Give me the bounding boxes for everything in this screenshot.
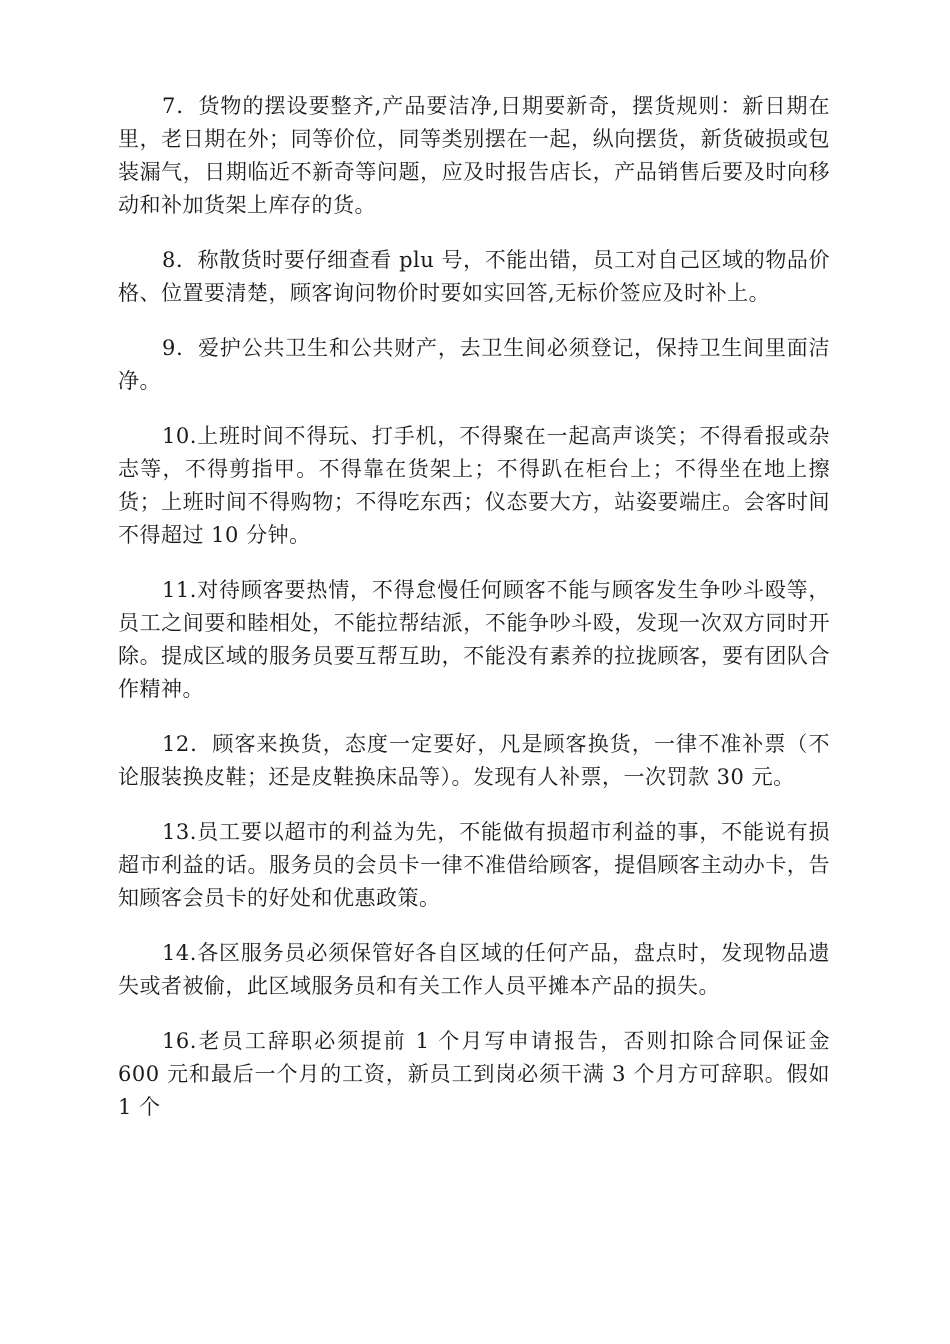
paragraph-rule-16: 16.老员工辞职必须提前 1 个月写申请报告，否则扣除合同保证金 600 元和最后一个月的工资，新员工到岗必须干满 3 个月方可辞职。假如 1 个 xyxy=(118,1029,830,1119)
paragraph-rule-11: 11.对待顾客要热情，不得怠慢任何顾客不能与顾客发生争吵斗殴等，员工之间要和睦相处，不能拉帮结派，不能争吵斗殴，发现一次双方同时开除。提成区域的服务员要互帮互助，不能没有素养的拉拢顾客，要有团队合作精神。 xyxy=(118,578,830,701)
document-body xyxy=(118,90,830,1146)
paragraph-rule-14: 14.各区服务员必须保管好各自区域的任何产品，盘点时，发现物品遗失或者被偷，此区域服务员和有关工作人员平摊本产品的损失。 xyxy=(118,941,830,998)
paragraph-rule-13: 13.员工要以超市的利益为先，不能做有损超市利益的事，不能说有损超市利益的话。服务员的会员卡一律不准借给顾客，提倡顾客主动办卡，告知顾客会员卡的好处和优惠政策。 xyxy=(118,820,830,910)
paragraph-rule-10: 10.上班时间不得玩、打手机，不得聚在一起高声谈笑；不得看报或杂志等，不得剪指甲。不得靠在货架上；不得趴在柜台上；不得坐在地上擦货；上班时间不得购物；不得吃东西；仪态要大方，站姿要端庄。会客时间不得超过 10 分钟。 xyxy=(118,424,830,547)
paragraph-rule-8: 8．称散货时要仔细查看 plu 号，不能出错，员工对自己区域的物品价格、位置要清楚，顾客询问物价时要如实回答,无标价签应及时补上。 xyxy=(118,248,830,305)
paragraph-rule-9: 9．爱护公共卫生和公共财产，去卫生间必须登记，保持卫生间里面洁净。 xyxy=(118,336,830,393)
paragraph-rule-7: 7．货物的摆设要整齐,产品要洁净,日期要新奇，摆货规则：新日期在里，老日期在外；同等价位，同等类别摆在一起，纵向摆货，新货破损或包装漏气，日期临近不新奇等问题，应及时报告店长，产品销售后要及时向移动和补加货架上库存的货。 xyxy=(118,94,830,217)
paragraph-rule-12: 12．顾客来换货，态度一定要好，凡是顾客换货，一律不准补票（不论服装换皮鞋；还是皮鞋换床品等）。发现有人补票，一次罚款 30 元。 xyxy=(118,732,830,789)
